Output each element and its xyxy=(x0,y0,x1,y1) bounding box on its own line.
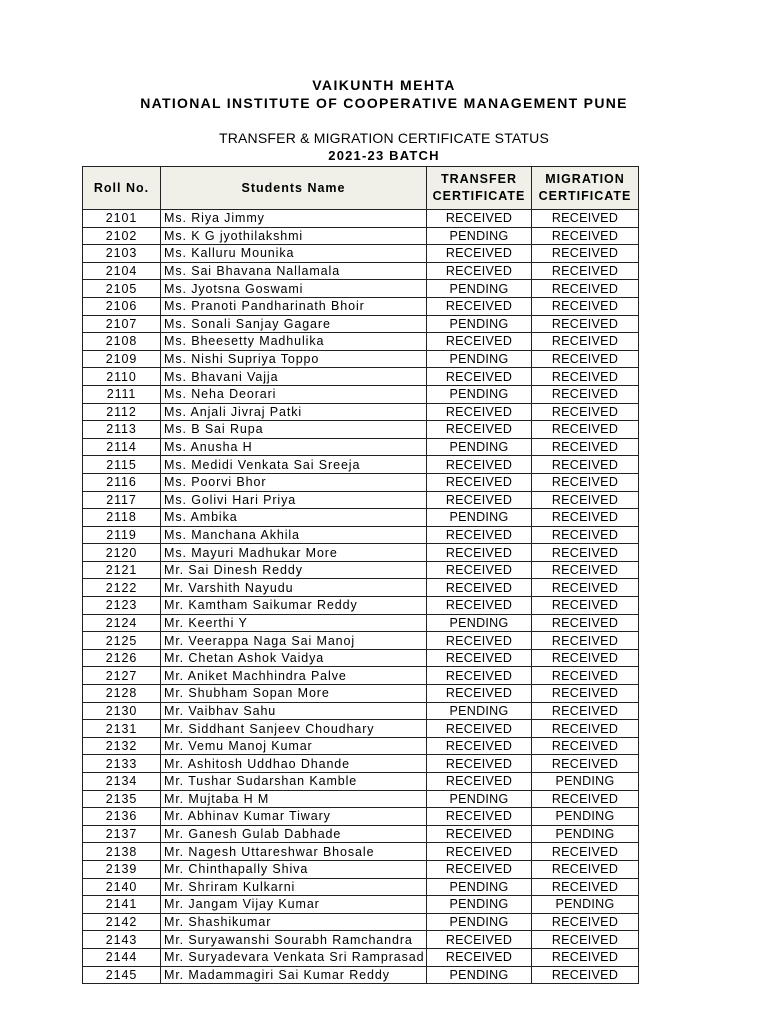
migration-status-cell: PENDING xyxy=(532,808,639,826)
roll-cell: 2122 xyxy=(83,579,161,597)
table-row xyxy=(83,509,639,527)
migration-status-cell: RECEIVED xyxy=(532,913,639,931)
roll-cell: 2139 xyxy=(83,860,161,878)
roll-cell: 2121 xyxy=(83,561,161,579)
transfer-status-cell: RECEIVED xyxy=(427,773,532,791)
roll-cell: 2142 xyxy=(83,913,161,931)
roll-cell: 2111 xyxy=(83,385,161,403)
transfer-status-cell: PENDING xyxy=(427,315,532,333)
student-name-cell: Ms. Jyotsna Goswami xyxy=(161,280,427,298)
table-body xyxy=(83,210,639,984)
transfer-status-cell: PENDING xyxy=(427,438,532,456)
roll-cell: 2106 xyxy=(83,297,161,315)
migration-status-cell: RECEIVED xyxy=(532,790,639,808)
transfer-certificate-header xyxy=(427,167,532,210)
roll-cell: 2108 xyxy=(83,333,161,351)
students-name-header: Students Name xyxy=(161,167,427,210)
roll-cell: 2144 xyxy=(83,948,161,966)
migration-status-cell: RECEIVED xyxy=(532,245,639,263)
roll-cell: 2130 xyxy=(83,702,161,720)
transfer-status-cell: RECEIVED xyxy=(427,245,532,263)
student-name-cell: Ms. K G jyothilakshmi xyxy=(161,227,427,245)
student-name-cell: Mr. Ganesh Gulab Dabhade xyxy=(161,825,427,843)
transfer-status-cell: RECEIVED xyxy=(427,561,532,579)
student-name-cell: Mr. Veerappa Naga Sai Manoj xyxy=(161,632,427,650)
student-name-cell: Mr. Jangam Vijay Kumar xyxy=(161,896,427,914)
transfer-status-cell: PENDING xyxy=(427,896,532,914)
transfer-status-cell: RECEIVED xyxy=(427,262,532,280)
transfer-status-cell: RECEIVED xyxy=(427,843,532,861)
migration-status-cell: RECEIVED xyxy=(532,227,639,245)
transfer-status-cell: RECEIVED xyxy=(427,649,532,667)
transfer-status-cell: PENDING xyxy=(427,966,532,984)
transfer-status-cell: RECEIVED xyxy=(427,755,532,773)
roll-cell: 2110 xyxy=(83,368,161,386)
student-name-cell: Ms. Golivi Hari Priya xyxy=(161,491,427,509)
table-row xyxy=(83,931,639,949)
migration-status-cell: RECEIVED xyxy=(532,403,639,421)
transfer-status-cell: RECEIVED xyxy=(427,526,532,544)
migration-status-cell: RECEIVED xyxy=(532,315,639,333)
table-row xyxy=(83,456,639,474)
migration-status-cell: RECEIVED xyxy=(532,438,639,456)
migration-status-cell: RECEIVED xyxy=(532,456,639,474)
student-name-cell: Ms. Sonali Sanjay Gagare xyxy=(161,315,427,333)
document-subtitle: TRANSFER & MIGRATION CERTIFICATE STATUS xyxy=(218,130,550,146)
table-row xyxy=(83,280,639,298)
roll-cell: 2123 xyxy=(83,597,161,615)
table-row xyxy=(83,966,639,984)
roll-cell: 2128 xyxy=(83,685,161,703)
migration-status-cell: RECEIVED xyxy=(532,473,639,491)
roll-cell: 2134 xyxy=(83,773,161,791)
roll-cell: 2103 xyxy=(83,245,161,263)
student-name-cell: Mr. Tushar Sudarshan Kamble xyxy=(161,773,427,791)
student-name-cell: Ms. Nishi Supriya Toppo xyxy=(161,350,427,368)
table-row xyxy=(83,210,639,228)
table-row xyxy=(83,667,639,685)
migration-status-cell: RECEIVED xyxy=(532,737,639,755)
certificate-status-table xyxy=(82,166,639,984)
migration-status-cell: RECEIVED xyxy=(532,948,639,966)
student-name-cell: Ms. Bheesetty Madhulika xyxy=(161,333,427,351)
roll-cell: 2118 xyxy=(83,509,161,527)
migration-status-cell: RECEIVED xyxy=(532,685,639,703)
student-name-cell: Mr. Abhinav Kumar Tiwary xyxy=(161,808,427,826)
roll-cell: 2135 xyxy=(83,790,161,808)
table-row xyxy=(83,860,639,878)
table-row xyxy=(83,790,639,808)
table-row xyxy=(83,720,639,738)
transfer-status-cell: PENDING xyxy=(427,790,532,808)
table-row xyxy=(83,526,639,544)
table-row xyxy=(83,808,639,826)
table-row xyxy=(83,702,639,720)
migration-status-cell: RECEIVED xyxy=(532,667,639,685)
table-row xyxy=(83,632,639,650)
transfer-header-line2: CERTIFICATE xyxy=(432,189,526,203)
transfer-status-cell: RECEIVED xyxy=(427,632,532,650)
transfer-status-cell: RECEIVED xyxy=(427,737,532,755)
roll-cell: 2126 xyxy=(83,649,161,667)
student-name-cell: Mr. Chinthapally Shiva xyxy=(161,860,427,878)
migration-status-cell: RECEIVED xyxy=(532,385,639,403)
transfer-status-cell: RECEIVED xyxy=(427,297,532,315)
migration-certificate-header xyxy=(532,167,639,210)
table-row xyxy=(83,685,639,703)
roll-cell: 2145 xyxy=(83,966,161,984)
table-row xyxy=(83,948,639,966)
migration-status-cell: RECEIVED xyxy=(532,860,639,878)
roll-cell: 2137 xyxy=(83,825,161,843)
student-name-cell: Mr. Mujtaba H M xyxy=(161,790,427,808)
roll-cell: 2136 xyxy=(83,808,161,826)
roll-cell: 2133 xyxy=(83,755,161,773)
roll-cell: 2104 xyxy=(83,262,161,280)
student-name-cell: Mr. Suryawanshi Sourabh Ramchandra xyxy=(161,931,427,949)
transfer-status-cell: PENDING xyxy=(427,280,532,298)
student-name-cell: Mr. Suryadevara Venkata Sri Ramprasad xyxy=(161,948,427,966)
migration-status-cell: RECEIVED xyxy=(532,702,639,720)
table-row xyxy=(83,878,639,896)
transfer-status-cell: PENDING xyxy=(427,878,532,896)
migration-status-cell: RECEIVED xyxy=(532,368,639,386)
table-row xyxy=(83,297,639,315)
transfer-status-cell: PENDING xyxy=(427,350,532,368)
migration-status-cell: RECEIVED xyxy=(532,350,639,368)
migration-status-cell: RECEIVED xyxy=(532,421,639,439)
roll-no-header: Roll No. xyxy=(83,167,161,210)
transfer-status-cell: RECEIVED xyxy=(427,473,532,491)
table-row xyxy=(83,368,639,386)
migration-status-cell: RECEIVED xyxy=(532,632,639,650)
migration-status-cell: RECEIVED xyxy=(532,280,639,298)
table-row xyxy=(83,473,639,491)
migration-header-line1: MIGRATION xyxy=(545,172,625,186)
transfer-status-cell: RECEIVED xyxy=(427,931,532,949)
student-name-cell: Mr. Aniket Machhindra Palve xyxy=(161,667,427,685)
student-name-cell: Ms. Neha Deorari xyxy=(161,385,427,403)
student-name-cell: Mr. Nagesh Uttareshwar Bhosale xyxy=(161,843,427,861)
table-row xyxy=(83,597,639,615)
student-name-cell: Mr. Sai Dinesh Reddy xyxy=(161,561,427,579)
migration-status-cell: RECEIVED xyxy=(532,931,639,949)
table-row xyxy=(83,262,639,280)
roll-cell: 2131 xyxy=(83,720,161,738)
transfer-status-cell: RECEIVED xyxy=(427,368,532,386)
transfer-status-cell: PENDING xyxy=(427,385,532,403)
roll-cell: 2117 xyxy=(83,491,161,509)
migration-status-cell: PENDING xyxy=(532,773,639,791)
roll-cell: 2119 xyxy=(83,526,161,544)
student-name-cell: Mr. Keerthi Y xyxy=(161,614,427,632)
student-name-cell: Ms. Kalluru Mounika xyxy=(161,245,427,263)
student-name-cell: Ms. Anjali Jivraj Patki xyxy=(161,403,427,421)
migration-status-cell: RECEIVED xyxy=(532,509,639,527)
transfer-header-line1: TRANSFER xyxy=(440,172,518,186)
table-row xyxy=(83,544,639,562)
table-row xyxy=(83,825,639,843)
table-row xyxy=(83,737,639,755)
table-row xyxy=(83,755,639,773)
transfer-status-cell: RECEIVED xyxy=(427,597,532,615)
student-name-cell: Mr. Shashikumar xyxy=(161,913,427,931)
roll-cell: 2141 xyxy=(83,896,161,914)
migration-status-cell: RECEIVED xyxy=(532,614,639,632)
migration-status-cell: RECEIVED xyxy=(532,491,639,509)
table-row xyxy=(83,773,639,791)
institute-title-line1: VAIKUNTH MEHTA xyxy=(312,77,456,93)
table-row xyxy=(83,333,639,351)
transfer-status-cell: RECEIVED xyxy=(427,667,532,685)
student-name-cell: Ms. Bhavani Vajja xyxy=(161,368,427,386)
migration-status-cell: RECEIVED xyxy=(532,333,639,351)
transfer-status-cell: RECEIVED xyxy=(427,825,532,843)
table-row xyxy=(83,843,639,861)
transfer-status-cell: RECEIVED xyxy=(427,860,532,878)
student-name-cell: Ms. Anusha H xyxy=(161,438,427,456)
student-name-cell: Mr. Chetan Ashok Vaidya xyxy=(161,649,427,667)
batch-label: 2021-23 BATCH xyxy=(328,148,440,163)
transfer-status-cell: RECEIVED xyxy=(427,210,532,228)
roll-cell: 2138 xyxy=(83,843,161,861)
migration-status-cell: RECEIVED xyxy=(532,561,639,579)
table-row xyxy=(83,491,639,509)
table-row xyxy=(83,896,639,914)
table-row xyxy=(83,227,639,245)
roll-cell: 2115 xyxy=(83,456,161,474)
transfer-status-cell: PENDING xyxy=(427,227,532,245)
roll-cell: 2127 xyxy=(83,667,161,685)
table-row xyxy=(83,315,639,333)
student-name-cell: Mr. Vaibhav Sahu xyxy=(161,702,427,720)
table-row xyxy=(83,350,639,368)
transfer-status-cell: RECEIVED xyxy=(427,685,532,703)
table-row xyxy=(83,649,639,667)
migration-status-cell: PENDING xyxy=(532,896,639,914)
student-name-cell: Ms. Sai Bhavana Nallamala xyxy=(161,262,427,280)
table-row xyxy=(83,385,639,403)
transfer-status-cell: RECEIVED xyxy=(427,720,532,738)
roll-cell: 2143 xyxy=(83,931,161,949)
roll-cell: 2116 xyxy=(83,473,161,491)
transfer-status-cell: RECEIVED xyxy=(427,579,532,597)
migration-status-cell: RECEIVED xyxy=(532,755,639,773)
roll-cell: 2109 xyxy=(83,350,161,368)
roll-cell: 2102 xyxy=(83,227,161,245)
migration-status-cell: RECEIVED xyxy=(532,297,639,315)
transfer-status-cell: PENDING xyxy=(427,913,532,931)
roll-cell: 2113 xyxy=(83,421,161,439)
migration-status-cell: RECEIVED xyxy=(532,262,639,280)
migration-status-cell: RECEIVED xyxy=(532,843,639,861)
student-name-cell: Mr. Shubham Sopan More xyxy=(161,685,427,703)
roll-cell: 2132 xyxy=(83,737,161,755)
table-row xyxy=(83,438,639,456)
table-row xyxy=(83,913,639,931)
student-name-cell: Mr. Vemu Manoj Kumar xyxy=(161,737,427,755)
roll-cell: 2140 xyxy=(83,878,161,896)
roll-cell: 2107 xyxy=(83,315,161,333)
student-name-cell: Ms. Pranoti Pandharinath Bhoir xyxy=(161,297,427,315)
table-header-row xyxy=(83,167,639,210)
transfer-status-cell: RECEIVED xyxy=(427,948,532,966)
institute-title-line2: NATIONAL INSTITUTE OF COOPERATIVE MANAGEMENT PUNE xyxy=(140,95,628,111)
table-row xyxy=(83,403,639,421)
student-name-cell: Ms. Manchana Akhila xyxy=(161,526,427,544)
student-name-cell: Mr. Siddhant Sanjeev Choudhary xyxy=(161,720,427,738)
student-name-cell: Mr. Shriram Kulkarni xyxy=(161,878,427,896)
student-name-cell: Mr. Ashitosh Uddhao Dhande xyxy=(161,755,427,773)
student-name-cell: Ms. Riya Jimmy xyxy=(161,210,427,228)
roll-cell: 2120 xyxy=(83,544,161,562)
roll-cell: 2125 xyxy=(83,632,161,650)
migration-status-cell: RECEIVED xyxy=(532,966,639,984)
student-name-cell: Mr. Varshith Nayudu xyxy=(161,579,427,597)
table-row xyxy=(83,561,639,579)
table-row xyxy=(83,245,639,263)
transfer-status-cell: PENDING xyxy=(427,702,532,720)
transfer-status-cell: RECEIVED xyxy=(427,491,532,509)
roll-cell: 2105 xyxy=(83,280,161,298)
student-name-cell: Ms. B Sai Rupa xyxy=(161,421,427,439)
migration-status-cell: RECEIVED xyxy=(532,579,639,597)
table-row xyxy=(83,579,639,597)
transfer-status-cell: RECEIVED xyxy=(427,333,532,351)
migration-status-cell: RECEIVED xyxy=(532,720,639,738)
migration-status-cell: RECEIVED xyxy=(532,210,639,228)
migration-status-cell: RECEIVED xyxy=(532,878,639,896)
migration-header-line2: CERTIFICATE xyxy=(538,189,632,203)
transfer-status-cell: PENDING xyxy=(427,509,532,527)
roll-cell: 2101 xyxy=(83,210,161,228)
migration-status-cell: RECEIVED xyxy=(532,526,639,544)
migration-status-cell: PENDING xyxy=(532,825,639,843)
migration-status-cell: RECEIVED xyxy=(532,544,639,562)
student-name-cell: Ms. Poorvi Bhor xyxy=(161,473,427,491)
student-name-cell: Mr. Madammagiri Sai Kumar Reddy xyxy=(161,966,427,984)
student-name-cell: Ms. Medidi Venkata Sai Sreeja xyxy=(161,456,427,474)
transfer-status-cell: RECEIVED xyxy=(427,403,532,421)
migration-status-cell: RECEIVED xyxy=(532,597,639,615)
table-row xyxy=(83,614,639,632)
transfer-status-cell: RECEIVED xyxy=(427,808,532,826)
transfer-status-cell: RECEIVED xyxy=(427,421,532,439)
table-row xyxy=(83,421,639,439)
student-name-cell: Mr. Kamtham Saikumar Reddy xyxy=(161,597,427,615)
roll-cell: 2124 xyxy=(83,614,161,632)
transfer-status-cell: RECEIVED xyxy=(427,456,532,474)
roll-cell: 2112 xyxy=(83,403,161,421)
migration-status-cell: RECEIVED xyxy=(532,649,639,667)
roll-cell: 2114 xyxy=(83,438,161,456)
transfer-status-cell: RECEIVED xyxy=(427,544,532,562)
student-name-cell: Ms. Ambika xyxy=(161,509,427,527)
transfer-status-cell: PENDING xyxy=(427,614,532,632)
student-name-cell: Ms. Mayuri Madhukar More xyxy=(161,544,427,562)
